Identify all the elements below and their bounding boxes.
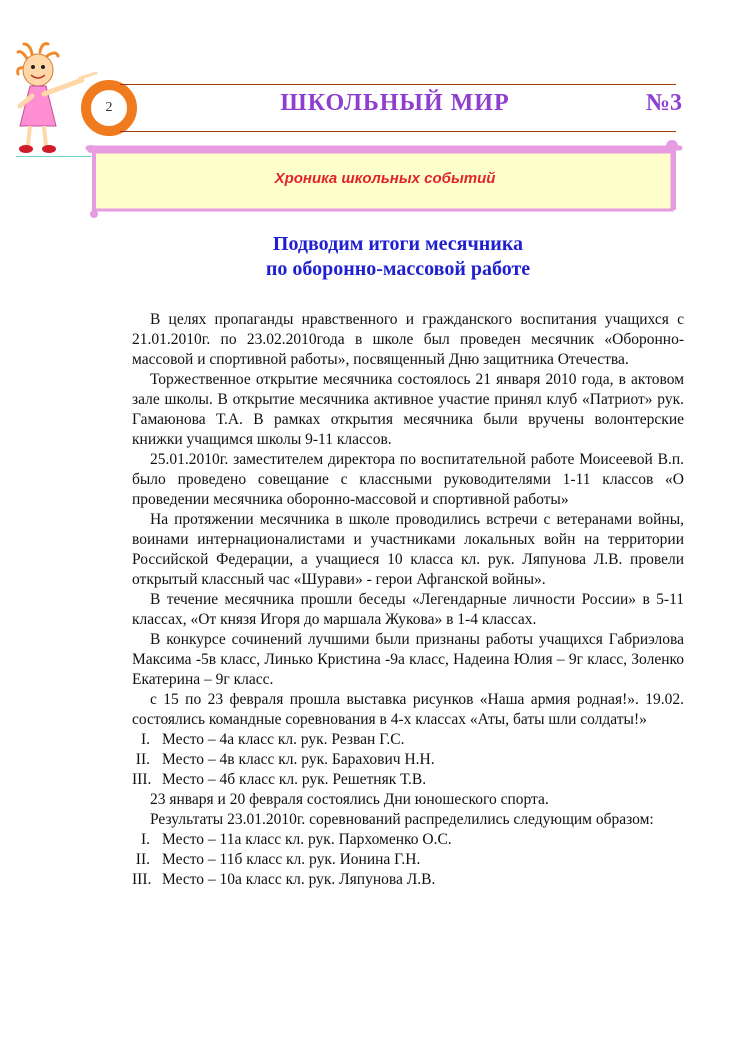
decorative-rule xyxy=(16,156,91,157)
list-numeral: III. xyxy=(132,871,152,888)
article-body xyxy=(132,310,684,890)
list-item xyxy=(132,770,684,790)
competition-results-list xyxy=(132,730,684,790)
list-numeral: I. xyxy=(140,731,150,748)
page-number: 2 xyxy=(105,100,113,115)
sport-day-results-list xyxy=(132,830,684,890)
list-item-text: Место – 4б класс кл. рук. Решетняк Т.В. xyxy=(162,771,427,788)
list-item xyxy=(132,730,684,750)
article-title-line-1: Подводим итоги месячника xyxy=(272,233,524,255)
paragraph: В конкурсе сочинений лучшими были признаны работы учащихся Габриэлова Максима -5в класс, Линько Кристина -9а класс, Надеина Юлия – 9г класс, Золенко Екатерина – 9г класс. xyxy=(132,631,684,688)
paragraph: В целях пропаганды нравственного и гражданского воспитания учащихся с 21.01.2010г. по 23.02.2010года в школе был проведен месячник «Оборонно-массовой и спортивной работы», посвященный Дню защитника Отечества. xyxy=(132,311,684,368)
list-item-text: Место – 4а класс кл. рук. Резван Г.С. xyxy=(162,731,405,748)
list-numeral: II. xyxy=(135,851,150,868)
issue-number: №3 xyxy=(645,90,682,116)
article-title-line-2: по оборонно-массовой работе xyxy=(265,258,531,280)
paragraph: Результаты 23.01.2010г. соревнований распределились следующим образом: xyxy=(150,811,654,828)
paragraph: 23 января и 20 февраля состоялись Дни юношеского спорта. xyxy=(150,791,549,808)
header-bottom-rule xyxy=(120,131,676,132)
article-title xyxy=(120,232,676,282)
list-item-text: Место – 11б класс кл. рук. Ионина Г.Н. xyxy=(162,851,421,868)
list-item xyxy=(132,850,684,870)
list-item-text: Место – 10а класс кл. рук. Ляпунова Л.В. xyxy=(162,871,436,888)
list-item xyxy=(132,870,684,890)
list-numeral: I. xyxy=(140,831,150,848)
paragraph: На протяжении месячника в школе проводились встречи с ветеранами войны, воинами интернационалистами и участниками локальных войн на территории Российской Федерации, а учащиеся 10 класса кл. рук. Ляпунова Л.В. провели открытый классный час «Шурави» - герои Афганской войны». xyxy=(132,511,684,588)
paragraph: В течение месячника прошли беседы «Легендарные личности России» в 5-11 классах, «От князя Игоря до маршала Жукова» в 1-4 классах. xyxy=(132,591,684,628)
section-label: Хроника школьных событий xyxy=(274,170,496,187)
paragraph: с 15 по 23 февраля прошла выставка рисунков «Наша армия родная!». 19.02. состоялись командные соревнования в 4-х классах «Аты, баты шли солдаты!» xyxy=(132,691,684,728)
paragraph: 25.01.2010г. заместителем директора по воспитательной работе Моисеевой В.п. было проведено совещание с классными руководителями 1-11 классов «О проведении месячника оборонно-массовой и спортивной работы» xyxy=(132,451,684,508)
paragraph: Торжественное открытие месячника состоялось 21 января 2010 года, в актовом зале школы. В открытие месячника активное участие принял клуб «Патриот» рук. Гамаюнова Т.А. В рамках открытия месячника были вручены волонтерские книжки учащимся школы 9-11 классов. xyxy=(132,371,684,448)
header-top-rule xyxy=(120,84,676,85)
magazine-title: ШКОЛЬНЫЙ МИР xyxy=(280,90,510,116)
list-item-text: Место – 11а класс кл. рук. Пархоменко О.С. xyxy=(162,831,452,848)
list-numeral: III. xyxy=(132,771,152,788)
list-item xyxy=(132,750,684,770)
list-item-text: Место – 4в класс кл. рук. Барахович Н.Н. xyxy=(162,751,435,768)
list-numeral: II. xyxy=(135,751,150,768)
list-item xyxy=(132,830,684,850)
